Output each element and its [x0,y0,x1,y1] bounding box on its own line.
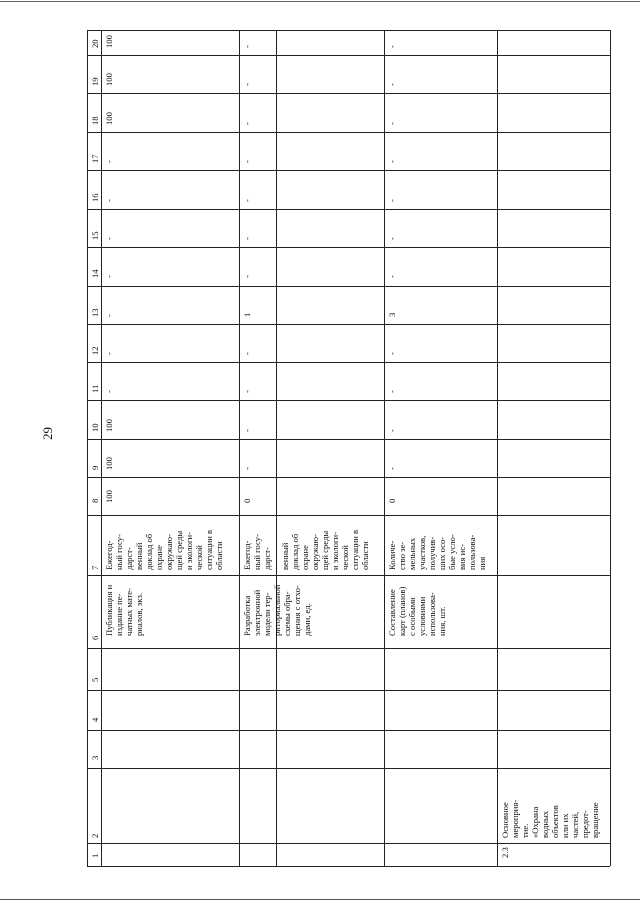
row1-col-9: 100 [104,457,114,470]
row1-col-8: 100 [104,490,114,503]
row3-col-14: - [387,275,397,278]
header-col-11: 11 [90,384,100,393]
row1-col-17: - [104,160,114,163]
row2-source-a: Ежегод- ный госу- дарст- [242,534,272,570]
row2-col-11: - [242,390,252,393]
row1-col-18: 100 [104,112,114,125]
header-col-17: 17 [90,154,100,163]
row1-col-19: 100 [104,73,114,86]
row1-col-16: - [104,199,114,202]
row1-col-11: - [104,390,114,393]
row3-col-8: 0 [387,498,397,503]
row2-col-12: - [242,352,252,355]
row1-indicator: Публикация и издание пе- чатных мате- риалов, экз. [104,584,144,636]
row2-col-20: - [242,45,252,48]
page-number: 29 [40,427,55,440]
header-col-7: 7 [90,565,100,570]
row2-col-10: - [242,429,252,432]
header-col-16: 16 [90,193,100,202]
row3-col-10: - [387,429,397,432]
header-col-3: 3 [90,755,100,760]
row2-col-15: - [242,237,252,240]
row3-col-11: - [387,390,397,393]
row2-col-13: 1 [242,312,252,317]
header-col-2: 2 [90,833,100,838]
header-col-8: 8 [90,498,100,503]
row3-col-16: - [387,199,397,202]
row3-col-13: 3 [387,312,397,317]
row2-col-18: - [242,122,252,125]
row4-activity: Основное мероприя- тие. «Охрана водных объектов или их частей, предот- вращение [500,799,600,838]
row1-col-12: - [104,352,114,355]
header-col-19: 19 [90,77,100,86]
header-col-9: 9 [90,465,100,470]
row3-indicator: Составление карт (планов) с особыми условиями использова- ния, шт. [387,586,447,636]
row1-col-14: - [104,275,114,278]
row3-col-20: - [387,45,397,48]
row4-number: 2.3 [500,847,510,858]
row1-col-10: 100 [104,419,114,432]
row3-col-18: - [387,122,397,125]
row2-col-19: - [242,83,252,86]
row3-col-17: - [387,160,397,163]
row1-source: Ежегод- ный госу- дарст- венный доклад об охране окружаю- щей среды и экологи- ческой ситуации в области [104,529,224,570]
row3-col-19: - [387,83,397,86]
row2-col-16: - [242,199,252,202]
row3-col-12: - [387,352,397,355]
row2-col-14: - [242,275,252,278]
row2-col-8: 0 [242,498,252,503]
header-col-5: 5 [90,677,100,682]
row1-col-15: - [104,237,114,240]
header-col-4: 4 [90,717,100,722]
row1-col-20: 100 [104,35,114,48]
header-col-13: 13 [90,308,100,317]
header-col-15: 15 [90,231,100,240]
row2-source-b: венный доклад об охране окружаю- щей среды и экологи- ческой ситуации в области [280,529,370,570]
row3-source: Количе- ство зе- мельных участков, получив- ших осо- бые усло- вия ис- пользова- ния [387,534,487,570]
header-col-20: 20 [90,39,100,48]
row3-col-9: - [387,467,397,470]
bottom-edge [0,899,640,900]
header-col-1: 1 [90,853,100,858]
header-col-6: 6 [90,635,100,640]
row2-col-9: - [242,467,252,470]
header-col-12: 12 [90,346,100,355]
row2-indicator: Разработка электронной модели тер- риториальной схемы обра- щения с отхо- дами, ед. [242,584,312,636]
row1-col-13: - [104,314,114,317]
row2-col-17: - [242,160,252,163]
row3-col-15: - [387,237,397,240]
header-col-14: 14 [90,269,100,278]
header-col-18: 18 [90,116,100,125]
header-col-10: 10 [90,423,100,432]
